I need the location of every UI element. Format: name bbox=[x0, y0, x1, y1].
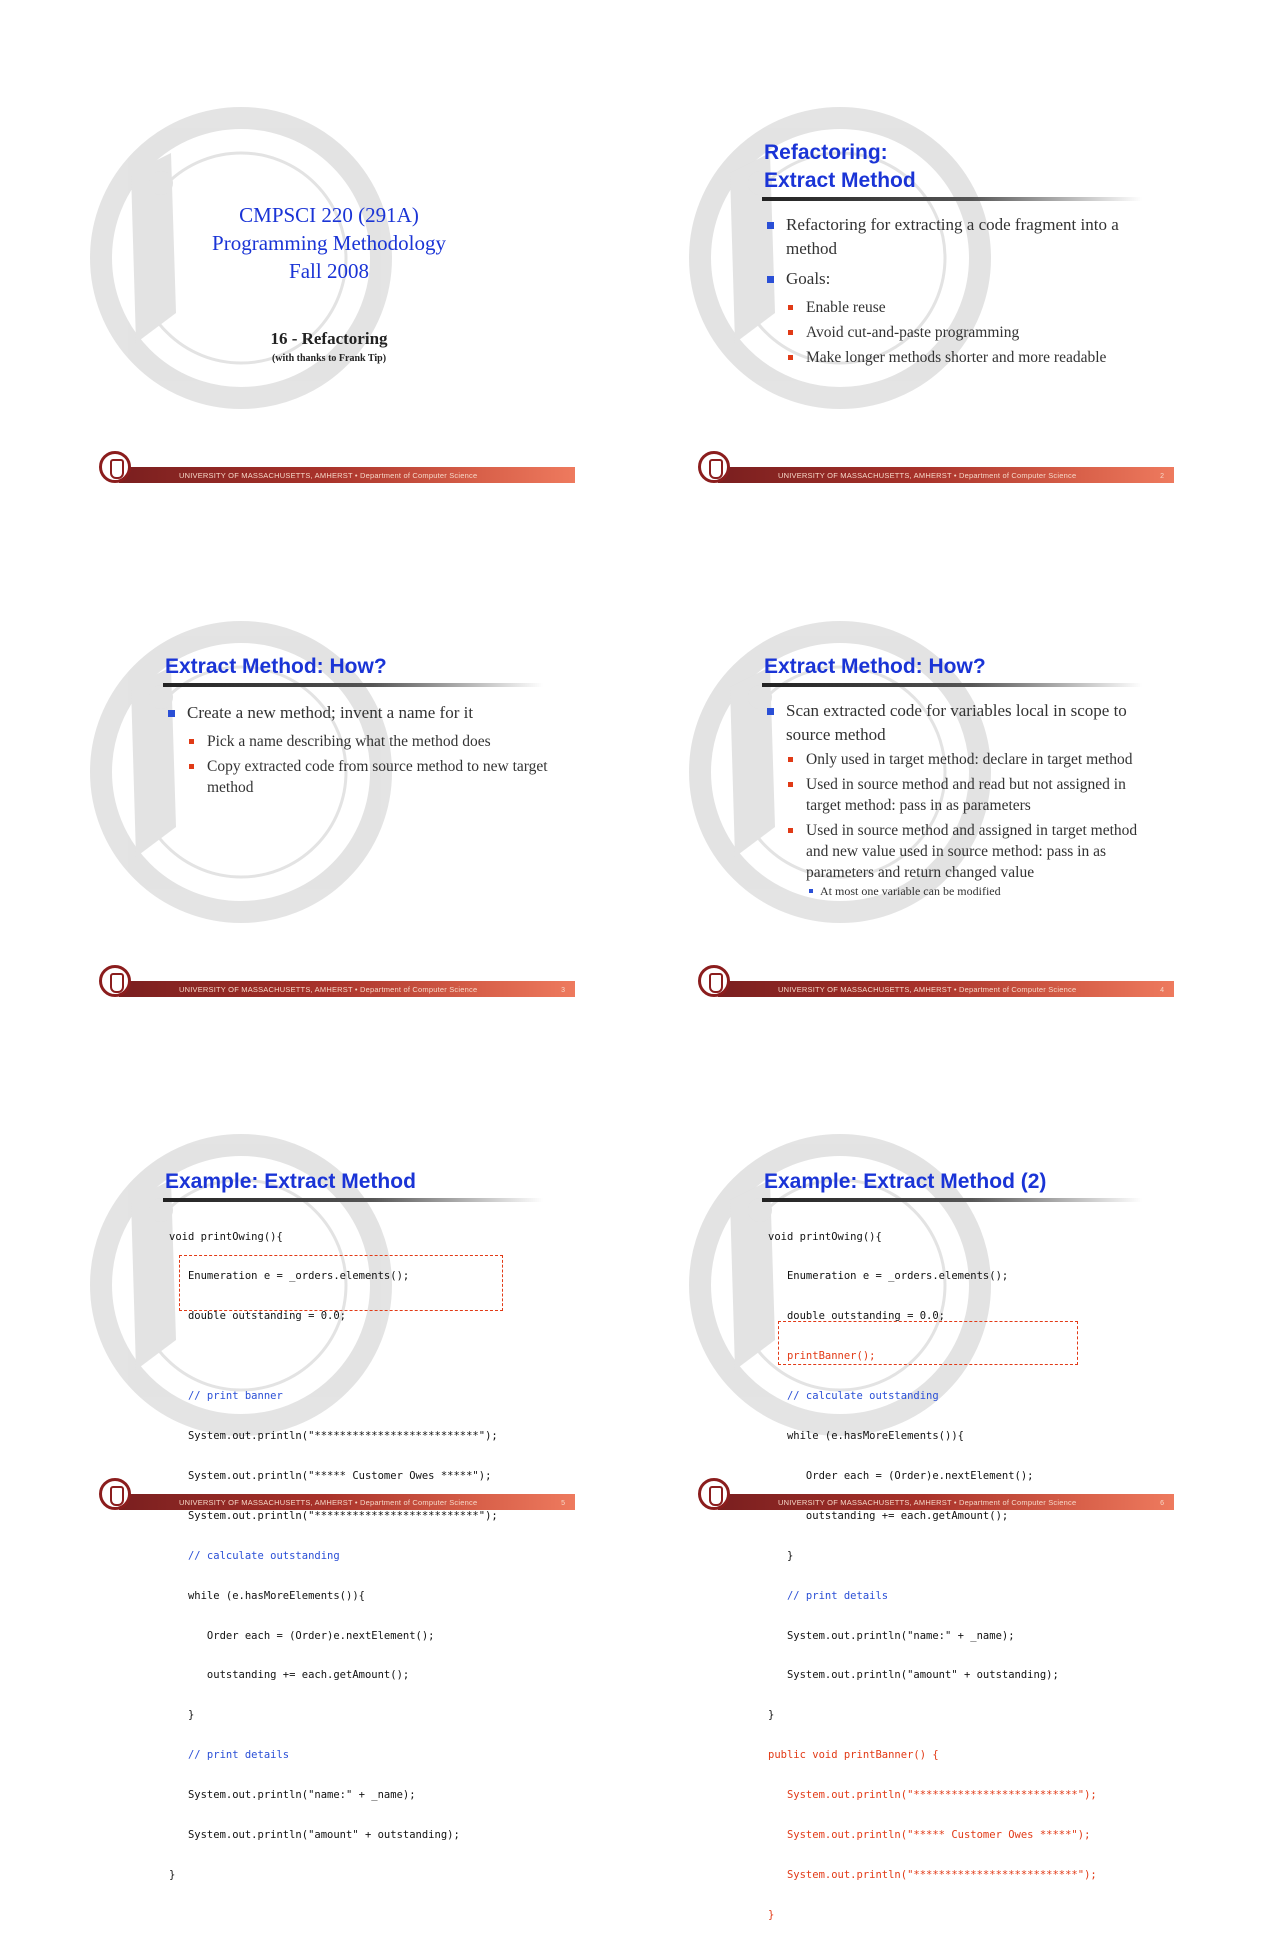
sub-bullet: Pick a name describing what the method does bbox=[185, 731, 561, 752]
slide-3 bbox=[99, 617, 575, 997]
sub-bullet: Used in source method and read but not assigned in target method: pass in as parameters bbox=[784, 774, 1160, 816]
code-line: } bbox=[169, 1709, 195, 1722]
umass-logo-icon bbox=[99, 1478, 131, 1510]
title-rule bbox=[762, 197, 1142, 201]
code-line: void printOwing(){ bbox=[768, 1230, 882, 1243]
code-line: outstanding += each.getAmount(); bbox=[768, 1509, 1009, 1522]
semester: Fall 2008 bbox=[289, 259, 369, 283]
footer-text: UNIVERSITY OF MASSACHUSETTS, AMHERST • Department of Computer Science bbox=[179, 471, 478, 480]
title-rule bbox=[762, 683, 1142, 687]
sub-bullet: Only used in target method: declare in target method bbox=[784, 749, 1160, 770]
sub-bullet: Used in source method and assigned in target method and new value used in source method: pass in as parameters and return changed value bbox=[784, 820, 1160, 883]
code-line: } bbox=[768, 1709, 775, 1722]
footer-text: UNIVERSITY OF MASSACHUSETTS, AMHERST • Department of Computer Science bbox=[179, 985, 478, 994]
footer-text: UNIVERSITY OF MASSACHUSETTS, AMHERST • Department of Computer Science bbox=[179, 1498, 478, 1507]
footer-text: UNIVERSITY OF MASSACHUSETTS, AMHERST • Department of Computer Science bbox=[778, 985, 1077, 994]
footer-text: UNIVERSITY OF MASSACHUSETTS, AMHERST • Department of Computer Science bbox=[778, 1498, 1077, 1507]
title-rule bbox=[762, 1198, 1142, 1202]
code-line: System.out.println("name:" + _name); bbox=[169, 1789, 416, 1802]
umass-logo-icon bbox=[698, 451, 730, 483]
code-line: System.out.println("**************************"); bbox=[169, 1430, 498, 1443]
slide-title: Example: Extract Method (2) bbox=[764, 1170, 1047, 1193]
slide-title: Extract Method: How? bbox=[165, 655, 387, 678]
code-comment: // calculate outstanding bbox=[768, 1390, 939, 1403]
umass-logo-icon bbox=[698, 1478, 730, 1510]
bullet: Refactoring for extracting a code fragment into a method bbox=[764, 213, 1160, 261]
slide-title: Example: Extract Method bbox=[165, 1170, 416, 1193]
code-line: } bbox=[768, 1549, 794, 1562]
slide-2 bbox=[698, 103, 1174, 483]
course-name: Programming Methodology bbox=[212, 231, 446, 255]
code-comment: // print details bbox=[768, 1589, 889, 1602]
code-line: Order each = (Order)e.nextElement(); bbox=[768, 1469, 1034, 1482]
code-line bbox=[169, 1350, 498, 1363]
title-rule bbox=[163, 1198, 543, 1202]
slide-footer bbox=[99, 447, 575, 483]
code-line: void printOwing(){ bbox=[169, 1230, 283, 1243]
code-line: while (e.hasMoreElements()){ bbox=[169, 1589, 365, 1602]
slide-4 bbox=[698, 617, 1174, 997]
page-number: 6 bbox=[1160, 1500, 1164, 1507]
code-comment: // print banner bbox=[169, 1390, 283, 1403]
course-code: CMPSCI 220 (291A) bbox=[239, 203, 419, 227]
code-line: outstanding += each.getAmount(); bbox=[169, 1669, 410, 1682]
extract-highlight-box bbox=[179, 1255, 503, 1311]
lecture-title: 16 - Refactoring bbox=[270, 329, 388, 348]
cover-text bbox=[179, 201, 479, 364]
page-number: 3 bbox=[561, 987, 565, 994]
sub-bullet: Make longer methods shorter and more readable bbox=[784, 347, 1160, 368]
page-number: 4 bbox=[1160, 987, 1164, 994]
slide-footer bbox=[698, 1474, 1174, 1510]
sub-bullet: Enable reuse bbox=[784, 297, 1160, 318]
slide-1 bbox=[99, 103, 575, 483]
bullet-list bbox=[764, 699, 1160, 899]
umass-logo-icon bbox=[99, 451, 131, 483]
code-line-highlight: printBanner(); bbox=[768, 1350, 876, 1363]
slide-footer bbox=[99, 961, 575, 997]
extract-highlight-box bbox=[778, 1321, 1078, 1365]
code-line: System.out.println("name:" + _name); bbox=[768, 1629, 1015, 1642]
title-rule bbox=[163, 683, 543, 687]
bullet-list bbox=[165, 701, 561, 802]
code-line-highlight: public void printBanner() { bbox=[768, 1749, 939, 1762]
code-line: System.out.println("amount" + outstanding); bbox=[768, 1669, 1059, 1682]
title-line-1: Refactoring: bbox=[764, 141, 888, 164]
sub-bullet: Copy extracted code from source method to new target method bbox=[185, 756, 561, 798]
code-line: double outstanding = 0.0; bbox=[768, 1310, 946, 1323]
code-line-highlight: System.out.println("**************************"); bbox=[768, 1868, 1097, 1881]
code-line: System.out.println("***** Customer Owes *****"); bbox=[169, 1469, 492, 1482]
sub-sub-bullet: At most one variable can be modified bbox=[806, 883, 1160, 899]
page-number: 2 bbox=[1160, 473, 1164, 480]
slide-footer bbox=[99, 1474, 575, 1510]
code-line: Enumeration e = _orders.elements(); bbox=[768, 1270, 1009, 1283]
slide-footer bbox=[698, 961, 1174, 997]
lecture-credit: (with thanks to Frank Tip) bbox=[271, 353, 387, 364]
umass-logo-icon bbox=[99, 965, 131, 997]
slide-5 bbox=[99, 1130, 575, 1881]
code-line-highlight: } bbox=[768, 1908, 775, 1921]
bullet: Scan extracted code for variables local in scope to source method bbox=[764, 699, 1160, 747]
code-comment: // calculate outstanding bbox=[169, 1549, 340, 1562]
page-number: 5 bbox=[561, 1500, 565, 1507]
code-line: double outstanding = 0.0; bbox=[169, 1310, 347, 1323]
slide-footer bbox=[698, 447, 1174, 483]
bullet: Create a new method; invent a name for it bbox=[165, 701, 561, 725]
footer-text: UNIVERSITY OF MASSACHUSETTS, AMHERST • Department of Computer Science bbox=[778, 471, 1077, 480]
bullet-list bbox=[764, 213, 1160, 372]
title-line-2: Extract Method bbox=[764, 169, 916, 192]
code-line: Enumeration e = _orders.elements(); bbox=[169, 1270, 410, 1283]
bullet: Goals: bbox=[764, 267, 1160, 291]
code-line: } bbox=[169, 1868, 176, 1881]
code-line: Order each = (Order)e.nextElement(); bbox=[169, 1629, 435, 1642]
slide-title: Extract Method: How? bbox=[764, 655, 986, 678]
code-line-highlight: System.out.println("**************************"); bbox=[768, 1789, 1097, 1802]
code-line: while (e.hasMoreElements()){ bbox=[768, 1430, 964, 1443]
code-line: System.out.println("amount" + outstanding); bbox=[169, 1828, 460, 1841]
code-line: System.out.println("**************************"); bbox=[169, 1509, 498, 1522]
code-block bbox=[768, 1204, 1097, 1949]
code-line-highlight: System.out.println("***** Customer Owes *****"); bbox=[768, 1828, 1091, 1841]
code-comment: // print details bbox=[169, 1749, 290, 1762]
sub-bullet: Avoid cut-and-paste programming bbox=[784, 322, 1160, 343]
umass-logo-icon bbox=[698, 965, 730, 997]
slide-title bbox=[764, 139, 916, 195]
slide-6 bbox=[698, 1130, 1174, 1921]
